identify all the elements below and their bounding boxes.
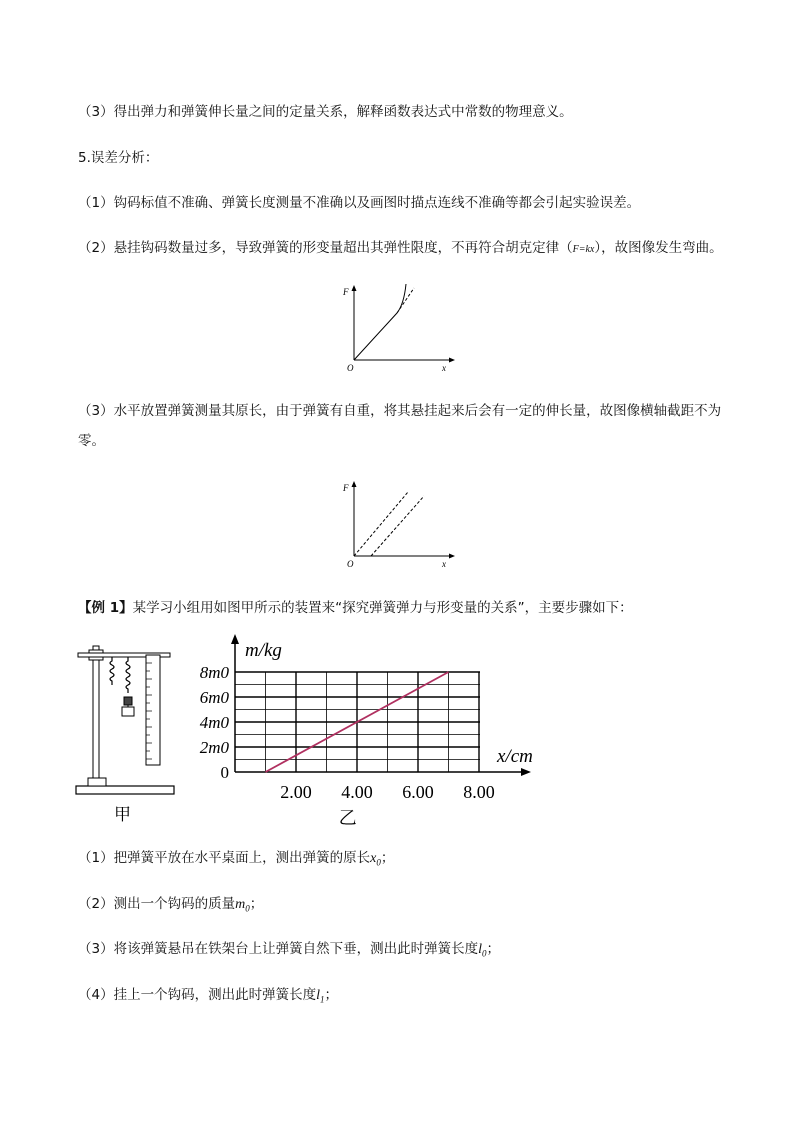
y-axis-title: m/kg bbox=[245, 640, 282, 661]
step-1-var: x bbox=[370, 851, 377, 866]
fig1-origin: O bbox=[347, 363, 354, 373]
fig1-y-label: F bbox=[343, 287, 349, 297]
step-2-sub: 0 bbox=[245, 903, 250, 914]
fig1-x-label: x bbox=[442, 363, 446, 373]
step-3-sub: 0 bbox=[481, 948, 487, 959]
example-1 bbox=[78, 598, 633, 618]
y-tick-label: 2m0 bbox=[199, 738, 229, 757]
hooke-formula: F=kx bbox=[572, 244, 595, 255]
step-3 bbox=[78, 939, 500, 964]
fig2-origin: O bbox=[347, 559, 354, 569]
step-2 bbox=[78, 894, 263, 919]
error-item-2-text-b: ），故图像发生弯曲。 bbox=[594, 240, 723, 256]
error-item-2 bbox=[78, 238, 723, 260]
step-2-var: m bbox=[235, 897, 246, 912]
x-axis-arrow bbox=[521, 768, 531, 776]
x-tick-label: 2.00 bbox=[280, 782, 312, 802]
example-tag: 【例 1】 bbox=[78, 600, 133, 616]
step-4-sub: 1 bbox=[319, 994, 325, 1005]
error-item-2-text-a: （2）悬挂钩码数量过多，导致弹簧的形变量超出其弹性限度，不再符合胡克定律（ bbox=[78, 240, 573, 256]
step-4 bbox=[78, 985, 338, 1010]
mass-extension-chart bbox=[190, 632, 550, 832]
y-axis-arrow bbox=[231, 634, 239, 644]
y-tick-label: 8m0 bbox=[199, 663, 229, 682]
figure-offset-lines bbox=[340, 478, 460, 570]
step-1-sub: 0 bbox=[376, 857, 381, 868]
item3-text: （3）得出弹力和弹簧伸长量之间的定量关系，解释函数表达式中常数的物理意义。 bbox=[78, 104, 573, 120]
fig2-y-label: F bbox=[343, 483, 349, 493]
step-3-text: （3）将该弹簧悬吊在铁架台上让弹簧自然下垂，测出此时弹簧长度 bbox=[78, 941, 479, 957]
x-tick-label: 6.00 bbox=[402, 782, 434, 802]
y-tick-label: 4m0 bbox=[199, 713, 229, 732]
y-tick-label: 0 bbox=[220, 763, 229, 782]
step-1 bbox=[78, 848, 394, 873]
step-4-end: ； bbox=[324, 987, 338, 1003]
x-tick-label: 4.00 bbox=[341, 782, 373, 802]
step-2-text: （2）测出一个钩码的质量 bbox=[78, 896, 236, 912]
y-tick-label: 6m0 bbox=[199, 688, 229, 707]
step-4-var: l bbox=[316, 988, 320, 1003]
fig2-x-label: x bbox=[442, 559, 446, 569]
step-1-text: （1）把弹簧平放在水平桌面上，测出弹簧的原长 bbox=[78, 850, 371, 866]
section5-heading: 5.误差分析： bbox=[78, 150, 159, 166]
apparatus-diagram bbox=[70, 638, 180, 828]
error-item-1: （1）钩码标值不准确、弹簧长度测量不准确以及画图时描点连线不准确等都会引起实验误差。 bbox=[78, 195, 641, 211]
example-text: 某学习小组用如图甲所示的装置来“探究弹簧弹力与形变量的关系”，主要步骤如下： bbox=[132, 600, 633, 616]
chart-figure-label: 乙 bbox=[338, 808, 357, 828]
step-2-end: ； bbox=[249, 896, 264, 912]
step-3-end: ； bbox=[486, 941, 500, 957]
apparatus-label: 甲 bbox=[114, 805, 131, 824]
x-axis-title: x/cm bbox=[497, 746, 533, 767]
step-1-end: ； bbox=[380, 850, 395, 866]
step-4-text: （4）挂上一个钩码，测出此时弹簧长度 bbox=[78, 987, 317, 1003]
x-tick-label: 8.00 bbox=[463, 782, 495, 802]
figure-curve-bending bbox=[340, 282, 460, 374]
error-item-3: （3）水平放置弹簧测量其原长，由于弹簧有自重，将其悬挂起来后会有一定的伸长量，故图像横轴截距不为零。 bbox=[78, 403, 722, 449]
step-3-var: l bbox=[478, 942, 482, 957]
